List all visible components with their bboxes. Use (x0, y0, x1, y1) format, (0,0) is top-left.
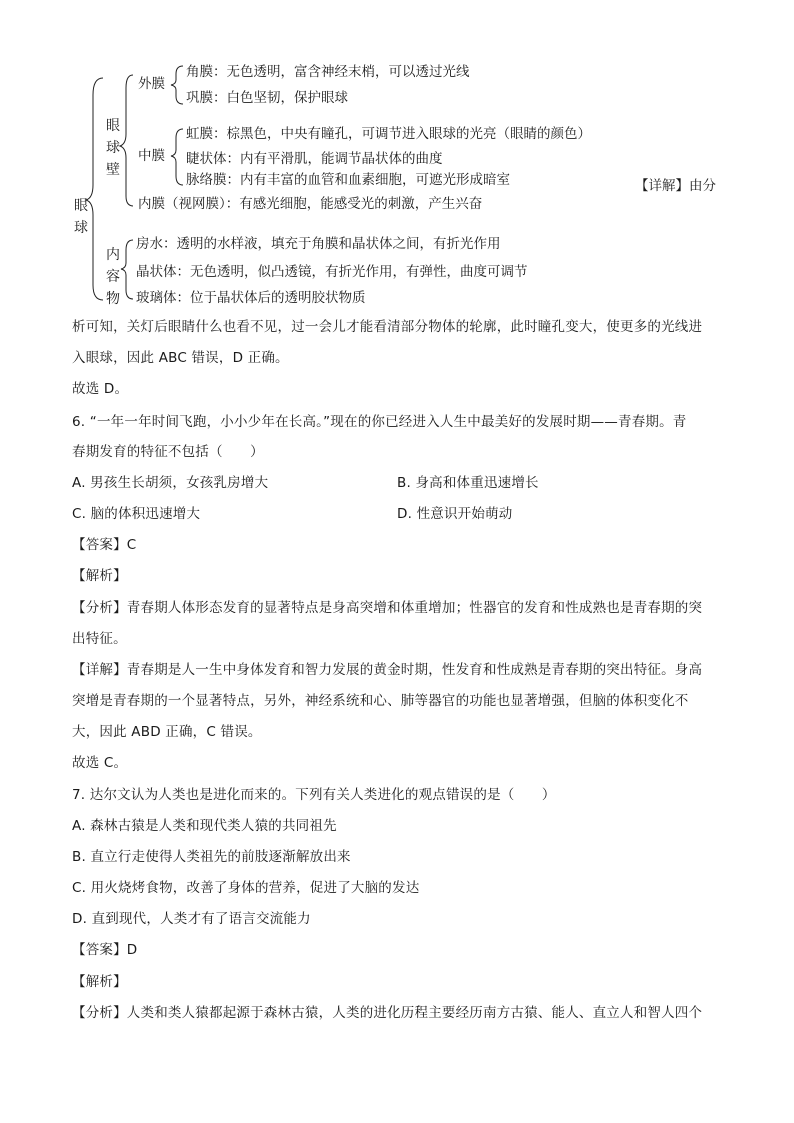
q5-continuation-line-2: 入眼球，因此 ABC 错误，D 正确。 (72, 350, 289, 366)
q6-detail-line-2: 突增是青春期的一个显著特点，另外，神经系统和心、肺等器官的功能也显著增强，但脑的体积变化不 (72, 693, 689, 709)
q6-analysis-line-2: 出特征。 (72, 631, 127, 647)
q6-stem-line-1: 6. “一年一年时间飞跑，小小少年在长高。”现在的你已经进入人生中最美好的发展时期——青春期。青 (72, 414, 687, 430)
aqueous-humor-text: 房水：透明的水样液，填充于角膜和晶状体之间，有折光作用 (136, 236, 501, 252)
q7-answer: 【答案】D (72, 942, 138, 958)
detail-tag: 【详解】由分 (635, 178, 716, 194)
ciliary-body-text: 睫状体：内有平滑肌，能调节晶状体的曲度 (186, 151, 443, 167)
outer-membrane-label: 外膜 (138, 76, 165, 92)
lens-text: 晶状体：无色透明，似凸透镜，有折光作用，有弹性，曲度可调节 (136, 264, 528, 280)
q7-analysis-line-1: 【分析】人类和类人猿都起源于森林古猿，人类的进化历程主要经历南方古猿、能人、直立人和智人四个 (72, 1005, 703, 1021)
vitreous-text: 玻璃体：位于晶状体后的透明胶状物质 (136, 290, 366, 306)
eye-wall-label: 眼球壁 (106, 118, 120, 178)
q6-option-c: C. 脑的体积迅速增大 (72, 506, 201, 522)
q7-analysis-heading: 【解析】 (72, 974, 127, 990)
eyeball-label: 眼球 (74, 198, 88, 236)
q5-choose: 故选 D。 (72, 381, 129, 397)
choroid-text: 脉络膜：内有丰富的血管和血素细胞，可遮光形成暗室 (186, 172, 510, 188)
q6-option-a: A. 男孩生长胡须，女孩乳房增大 (72, 475, 269, 491)
q7-stem: 7. 达尔文认为人类也是进化而来的。下列有关人类进化的观点错误的是（ ） (72, 787, 556, 803)
retina-text: 内膜（视网膜）：有感光细胞，能感受光的刺激，产生兴奋 (138, 196, 483, 212)
contents-label: 内容物 (106, 247, 120, 307)
q6-choose: 故选 C。 (72, 755, 128, 771)
q6-detail-line-1: 【详解】青春期是人一生中身体发育和智力发展的黄金时期，性发育和性成熟是青春期的突出特征。身高 (72, 662, 703, 678)
cornea-text: 角膜：无色透明，富含神经末梢，可以透过光线 (186, 64, 470, 80)
q5-continuation-line-1: 析可知，关灯后眼睛什么也看不见，过一会儿才能看清部分物体的轮廓，此时瞳孔变大，使更多的光线进 (72, 319, 703, 335)
iris-text: 虹膜：棕黑色，中央有瞳孔，可调节进入眼球的光亮（眼睛的颜色） (186, 126, 591, 142)
q6-option-b: B. 身高和体重迅速增长 (397, 475, 539, 491)
q7-option-b: B. 直立行走使得人类祖先的前肢逐渐解放出来 (72, 849, 351, 865)
q6-analysis-line-1: 【分析】青春期人体形态发育的显著特点是身高突增和体重增加；性器官的发育和性成熟也是青春期的突 (72, 600, 703, 616)
q6-option-d: D. 性意识开始萌动 (397, 506, 513, 522)
q6-answer: 【答案】C (72, 537, 137, 553)
q6-analysis-heading: 【解析】 (72, 568, 127, 584)
sclera-text: 巩膜：白色坚韧，保护眼球 (186, 90, 348, 106)
q7-option-d: D. 直到现代，人类才有了语言交流能力 (72, 911, 311, 927)
middle-membrane-label: 中膜 (138, 148, 165, 164)
q6-stem-line-2: 春期发育的特征不包括（ ） (72, 444, 264, 460)
q7-option-c: C. 用火烧烤食物，改善了身体的营养，促进了大脑的发达 (72, 880, 420, 896)
q7-option-a: A. 森林古猿是人类和现代类人猿的共同祖先 (72, 818, 337, 834)
q6-detail-line-3: 大，因此 ABD 正确，C 错误。 (72, 724, 262, 740)
